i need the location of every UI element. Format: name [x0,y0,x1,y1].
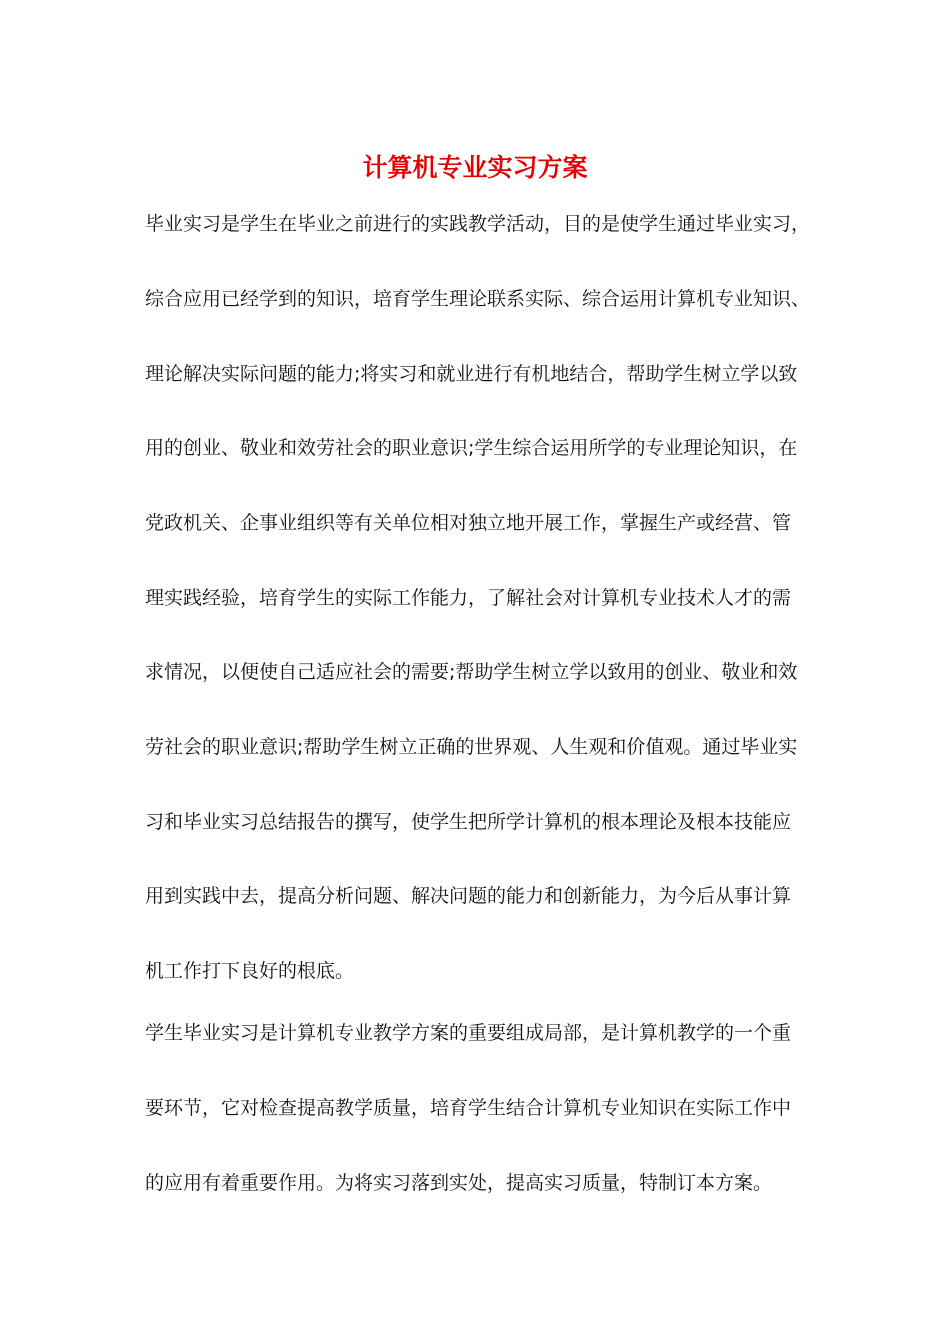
paragraph-1-line-3: 理论解决实际问题的能力;将实习和就业进行有机地结合，帮助学生树立学以致 [145,363,798,385]
paragraph-1-line-5: 党政机关、企事业组织等有关单位相对独立地开展工作，掌握生产或经营、管 [145,512,792,534]
paragraph-1-line-8: 劳社会的职业意识;帮助学生树立正确的世界观、人生观和价值观。通过毕业实 [145,736,798,758]
paragraph-1-line-1: 毕业实习是学生在毕业之前进行的实践教学活动，目的是使学生通过毕业实习， [145,213,811,235]
paragraph-1-line-4: 用的创业、敬业和效劳社会的职业意识;学生综合运用所学的专业理论知识，在 [145,437,798,459]
document-title: 计算机专业实习方案 [362,153,588,182]
paragraph-1-line-11: 机工作打下良好的根底。 [145,960,355,982]
paragraph-1-line-7: 求情况，以便使自己适应社会的需要;帮助学生树立学以致用的创业、敬业和效 [145,661,798,683]
paragraph-1-line-6: 理实践经验，培育学生的实际工作能力，了解社会对计算机专业技术人才的需 [145,587,792,609]
paragraph-2-line-3: 的应用有着重要作用。为将实习落到实处，提高实习质量，特制订本方案。 [145,1172,773,1194]
paragraph-1-line-9: 习和毕业实习总结报告的撰写，使学生把所学计算机的根本理论及根本技能应 [145,811,792,833]
paragraph-1-line-2: 综合应用已经学到的知识，培育学生理论联系实际、综合运用计算机专业知识、 [145,288,811,310]
paragraph-1-line-10: 用到实践中去，提高分析问题、解决问题的能力和创新能力，为今后从事计算 [145,885,792,907]
paragraph-2-line-2: 要环节，它对检查提高教学质量，培育学生结合计算机专业知识在实际工作中 [145,1097,792,1119]
paragraph-2-line-1: 学生毕业实习是计算机专业教学方案的重要组成局部，是计算机教学的一个重 [145,1022,792,1044]
